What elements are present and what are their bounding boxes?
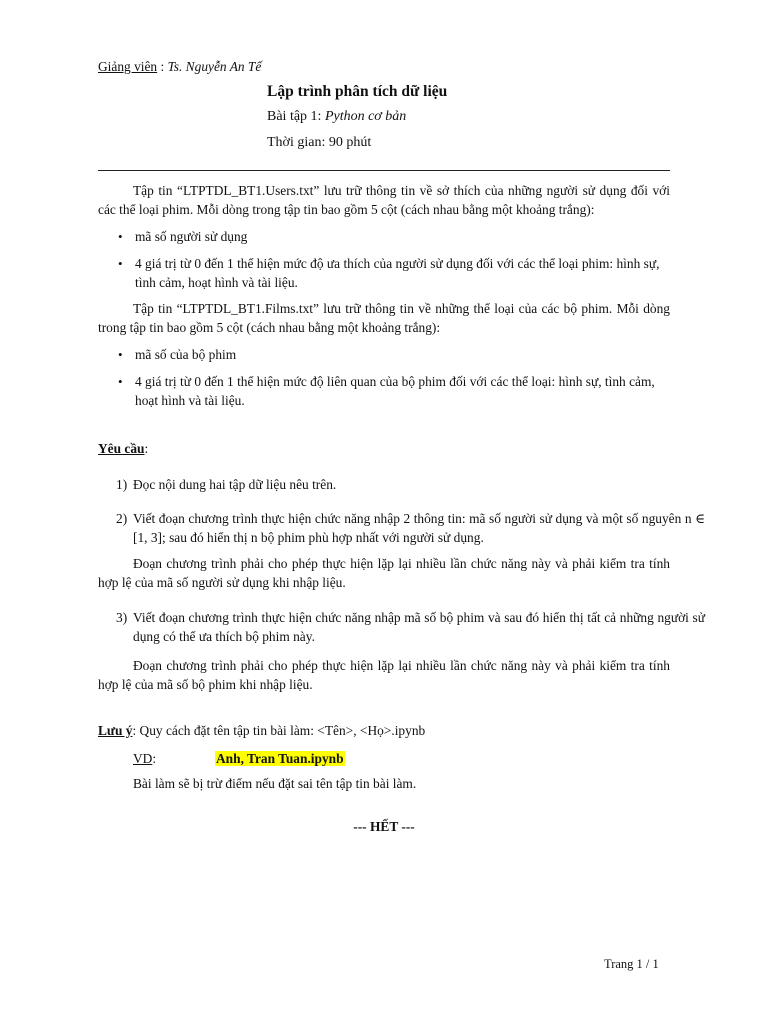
films-bullet-list: [98, 345, 670, 418]
list-item: • mã số người sử dụng: [98, 227, 670, 246]
page-number: Trang 1 / 1: [604, 957, 659, 971]
assignment-name: Python cơ bản: [324, 109, 407, 124]
requirement-item-3: [98, 608, 705, 646]
requirement-number: 3): [116, 610, 128, 625]
requirement-2-note: Đoạn chương trình phải cho phép thực hiện lặp lại nhiều lần chức năng này và phải kiểm tra tính hợp lệ của mã số người sử dụng khi nhập liệu.: [98, 556, 670, 590]
requirement-number: 2): [116, 511, 128, 526]
instructor-name: Ts. Nguyễn An Tế: [167, 59, 262, 74]
requirement-text: Đọc nội dung hai tập dữ liệu nêu trên.: [133, 477, 337, 492]
example-value: [215, 751, 345, 767]
end-mark: --- HẾT ---: [353, 819, 415, 834]
naming-note: [98, 723, 425, 739]
example-colon: :: [152, 751, 157, 766]
assignment-label: Bài tập 1:: [267, 109, 325, 124]
example-filename: Anh, Tran Tuan.ipynb: [216, 751, 344, 766]
list-item: • 4 giá trị từ 0 đến 1 thể hiện mức độ liên quan của bộ phim đối với các thể loại: hình sự, tình cảm, hoạt hình và tài liệu.: [98, 372, 670, 410]
requirement-number: 1): [116, 477, 128, 492]
requirement-text: Viết đoạn chương trình thực hiện chức năng nhập mã số bộ phim và sau đó hiển thị tất cả những người sử dụng có thể ưa thích bộ phim này.: [133, 610, 705, 644]
note-label: Lưu ý: [98, 723, 133, 738]
requirement-item-1: [98, 475, 705, 494]
course-title: Lập trình phân tích dữ liệu: [267, 83, 448, 100]
instructor-label: Giảng viên: [98, 59, 158, 74]
users-file-paragraph: Tập tin “LTPTDL_BT1.Users.txt” lưu trữ thông tin về sở thích của những người sử dụng đối với các thể loại phim. Mỗi dòng trong tập tin bao gồm 5 cột (cách nhau bằng một khoảng trắng):: [98, 183, 670, 217]
requirement-3-note: Đoạn chương trình phải cho phép thực hiện lặp lại nhiều lần chức năng này và phải kiểm tra tính hợp lệ của mã số bộ phim khi nhập liệu.: [98, 658, 670, 692]
requirements-heading-colon: :: [144, 441, 149, 456]
note-text: : Quy cách đặt tên tập tin bài làm: <Tên>, <Họ>.ipynb: [132, 723, 426, 738]
requirement-text: Viết đoạn chương trình thực hiện chức năng nhập 2 thông tin: mã số người sử dụng và một số nguyên n ∈ [1, 3]; sau đó hiển thị n bộ phim phù hợp nhất với người sử dụng.: [133, 511, 705, 545]
requirements-heading-label: Yêu cầu: [98, 441, 145, 456]
users-bullet-list: [98, 227, 670, 300]
requirements-heading: [98, 441, 148, 457]
requirement-item-2: [98, 509, 705, 547]
penalty-text: Bài làm sẽ bị trừ điểm nếu đặt sai tên tập tin bài làm.: [133, 776, 417, 791]
instructor-sep: :: [157, 59, 168, 74]
list-item: • 4 giá trị từ 0 đến 1 thể hiện mức độ ưa thích của người sử dụng đối với các thể loại phim: hình sự, tình cảm, hoạt hình và tài liệu.: [98, 254, 670, 292]
example-label: VD: [133, 751, 153, 766]
instructor-line: [98, 59, 261, 75]
header-divider: [98, 170, 670, 171]
list-item: • mã số của bộ phim: [98, 345, 670, 364]
example-line: [133, 751, 156, 767]
assignment-line: [267, 109, 406, 125]
films-file-paragraph: Tập tin “LTPTDL_BT1.Films.txt” lưu trữ thông tin về những thể loại của các bộ phim. Mỗi dòng trong tập tin bao gồm 5 cột (cách nhau bằng một khoảng trắng):: [98, 301, 670, 335]
time-limit: Thời gian: 90 phút: [267, 135, 372, 150]
